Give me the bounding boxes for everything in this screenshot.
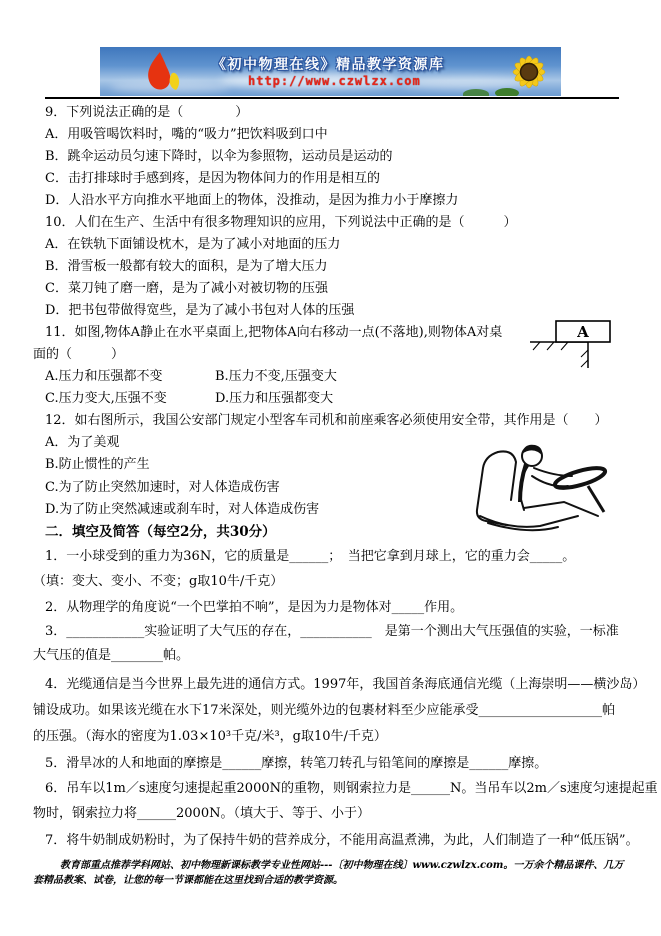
site-banner — [100, 47, 561, 96]
footer-line2: 套精品教案、试卷，让您的每一节课都能在这里找到合适的教学资源。 — [33, 875, 343, 886]
q11-stem-line1: 11．如图,物体A静止在水平桌面上,把物体A向右移动一点(不落地),则物体A对桌 — [45, 325, 503, 340]
fill-q3-line1: 3．____________实验证明了大气压的存在，___________ 是第一个测出大气压强值的实验，一标准 — [45, 624, 619, 639]
banner-url-link[interactable]: http://www.czwlzx.com — [248, 74, 421, 88]
banner-title: 《初中物理在线》精品教学资源库 — [212, 57, 445, 73]
footer-line1: 教育部重点推荐学科网站、初中物理新课标教学专业性网站---〔初中物理在线〕www.czwlzx.com。一万余个精品课件、几万 — [60, 860, 624, 871]
q11-option-c: C.压力变大,压强不变 — [45, 391, 167, 406]
fill-q6-line2: 物时，钢索拉力将______2000N。（填大于、等于、小于） — [33, 806, 370, 821]
table-block-figure — [530, 318, 650, 382]
q9-option-b: B．跳伞运动员匀速下降时，以伞为参照物，运动员是运动的 — [45, 149, 393, 164]
fill-q3-line2: 大气压的值是________帕。 — [33, 648, 190, 663]
q12-option-c: C.为了防止突然加速时，对人体造成伤害 — [45, 480, 280, 495]
block-label: A — [577, 323, 589, 341]
q12-option-d: D.为了防止突然减速或刹车时，对人体造成伤害 — [45, 502, 320, 517]
q12-option-b: B.防止惯性的产生 — [45, 457, 150, 472]
fill-q5: 5．滑旱冰的人和地面的摩擦是______摩擦，转笔刀转孔与铅笔间的摩擦是______摩擦。 — [45, 756, 548, 771]
fill-q4-line1: 4．光缆通信是当今世界上最先进的通信方式。1997年，我国首条海底通信光缆（上海崇明——横沙岛） — [45, 677, 646, 692]
fill-q2: 2．从物理学的角度说“一个巴掌拍不响”，是因为力是物体对_____作用。 — [45, 600, 464, 615]
seat-belt — [520, 464, 526, 502]
fill-q6-line1: 6．吊车以1m／s速度匀速提起重2000N的重物，则钢索拉力是______N。当吊车以2m／s速度匀速提起重 — [45, 781, 658, 796]
q9-stem: 9．下列说法正确的是（ ） — [45, 105, 249, 120]
q10-option-a: A．在铁轨下面铺设枕木，是为了减小对地面的压力 — [45, 237, 341, 252]
q10-option-b: B．滑雪板一般都有较大的面积，是为了增大压力 — [45, 259, 328, 274]
grass-decoration — [463, 89, 489, 96]
fill-q4-line3: 的压强。（海水的密度为1.03×10³千克/米³，g取10牛/千克） — [33, 729, 387, 744]
q10-option-c: C．菜刀钝了磨一磨，是为了减小对被切物的压强 — [45, 281, 328, 296]
q10-stem: 10．人们在生产、生活中有很多物理知识的应用，下列说法中正确的是（ ） — [45, 215, 517, 230]
site-logo-flame-icon — [142, 50, 186, 96]
q12-stem: 12．如右图所示，我国公安部门规定小型客车司机和前座乘客必须使用安全带，其作用是（ ） — [45, 413, 608, 428]
q11-stem-line2: 面的（ ） — [33, 347, 125, 362]
fill-q1-line1: 1．一小球受到的重力为36N，它的质量是______； 当把它拿到月球上，它的重力会_____。 — [45, 549, 576, 564]
q12-option-a: A．为了美观 — [45, 435, 120, 450]
q11-option-a: A.压力和压强都不变 — [45, 369, 163, 384]
fill-q7: 7．将牛奶制成奶粉时，为了保持牛奶的营养成分，不能用高温煮沸，为此，人们制造了一种“低压锅”。 — [45, 833, 639, 848]
q9-option-a: A．用吸管喝饮料时，嘴的“吸力”把饮料吸到口中 — [45, 127, 328, 142]
q11-option-d: D.压力和压强都变大 — [215, 391, 334, 406]
q9-option-c: C．击打排球时手感到疼，是因为物体间力的作用是相互的 — [45, 171, 380, 186]
sunflower-image — [493, 47, 559, 96]
q9-option-d: D．人沿水平方向推水平地面上的物体，没推动，是因为推力小于摩擦力 — [45, 193, 459, 208]
driver-seatbelt-figure — [468, 428, 618, 542]
header-divider-line — [45, 97, 619, 99]
fill-q1-line2: （填：变大、变小、不变；g取10牛/千克） — [33, 574, 284, 589]
q11-option-b: B.压力不变,压强变大 — [215, 369, 337, 384]
fill-q4-line2: 铺设成功。如果该光缆在水下17米深处，则光缆外边的包裹材料至少应能承受___________________帕 — [33, 703, 616, 718]
section2-header: 二．填空及简答（每空2分，共30分） — [45, 524, 276, 540]
q10-option-d: D．把书包带做得宽些，是为了减小书包对人体的压强 — [45, 303, 355, 318]
